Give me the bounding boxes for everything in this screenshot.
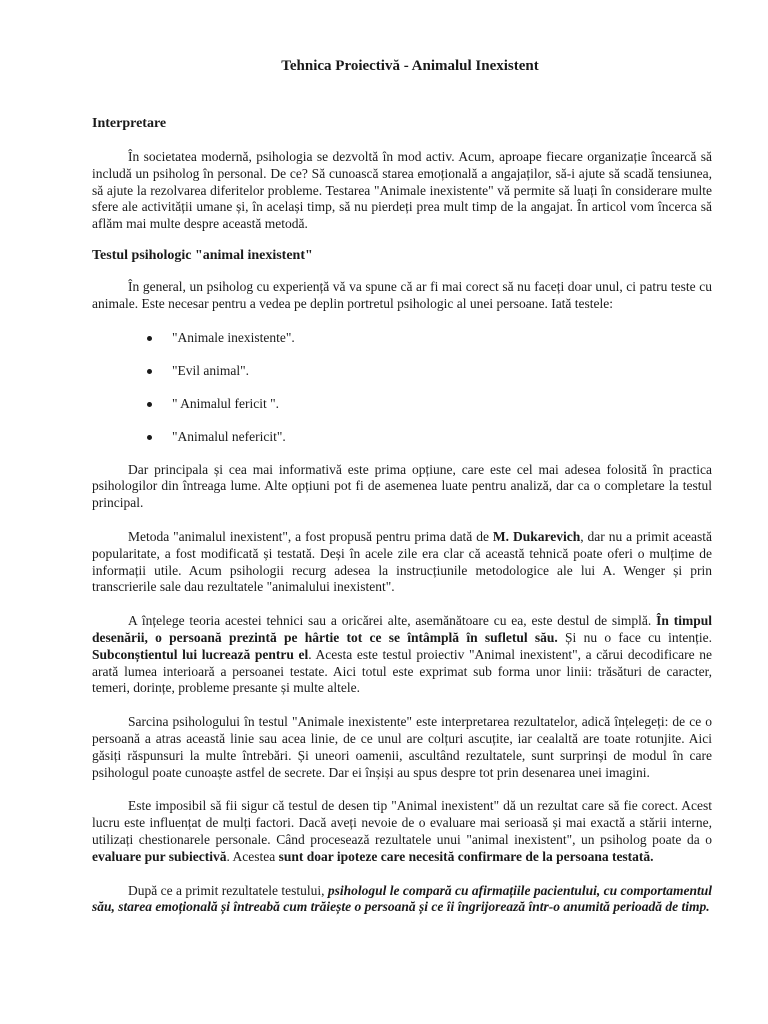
list-item [92, 396, 712, 413]
paragraph-reliability [92, 798, 712, 865]
emphasis-text: Subconștientul lui lucrează pentru el [92, 646, 309, 662]
list-item [92, 330, 712, 347]
paragraph-main-option: Dar principala și cea mai informativă este prima opțiune, care este cel mai adesea folosită în practica psihologilor din întreaga lume. Alte opțiuni pot fi de asemenea luate pentru analiză, dar ca o completare la testul principal. [92, 461, 712, 511]
text-run: . Acestea [226, 848, 279, 864]
paragraph-intro: În societatea modernă, psihologia se dezvoltă în mod activ. Acum, aproape fiecare organizație încearcă să includă un psiholog în personal. De ce? Să cunoască starea emoțională a angajaților, să-i ajute să scadă tensiunea, să ajute la rezolvarea diferitelor probleme. Testarea "Animale inexistente" vă permite să luați în considerare multe sfere ale activității umane și, în același timp, să nu pierdeți prea mult timp de la angajat. În articol vom încerca să aflăm mai multe despre această metodă. [92, 149, 712, 232]
text-run: A înțelege teoria acestei tehnici sau a oricărei alte, asemănătoare cu ea, este destul de simplă. [128, 613, 657, 629]
emphasis-text: În timpul desenării, o persoană prezintă pe hârtie tot ce se întâmplă în sufletul său. [92, 613, 712, 645]
paragraph-method-history [92, 529, 712, 596]
bullet-icon [147, 435, 152, 440]
list-item-text: " Animalul fericit ". [172, 395, 279, 411]
paragraph-theory [92, 613, 712, 697]
text-run: După ce a primit rezultatele testului, [128, 882, 328, 898]
paragraph-tests-intro: În general, un psiholog cu experiență vă va spune că ar fi mai corect să nu faceți doar unul, ci patru teste cu animale. Este necesar pentru a vedea pe deplin portretul psihologic al unei persoane. Iată testele: [92, 278, 712, 311]
emphasis-text: evaluare pur subiectivă [92, 848, 227, 864]
document-title: Tehnica Proiectivă - Animalul Inexistent [281, 58, 539, 74]
list-item-text: "Animale inexistente". [172, 329, 295, 345]
bullet-icon [147, 336, 152, 341]
list-item-text: "Animalul nefericit". [172, 428, 286, 444]
emphasis-text: psihologul le compară cu afirmațiile pacientului, cu comportamentul său, starea emoțională și întreabă cum trăiește o persoană și ce îi îngrijorează într-o anumită perioadă de timp. [92, 882, 712, 915]
bullet-icon [147, 402, 152, 407]
list-item [92, 429, 712, 446]
list-item [92, 363, 712, 380]
text-run: . Acesta este testul proiectiv "Animal inexistent", a cărui decodificare ne arată lumea interioară a persoanei testate. Aici totul este exprimat sub forma unor linii: trăsături de caracter, temeri, dorințe, probleme presante și multe altele. [92, 646, 712, 696]
tests-list [92, 330, 712, 446]
document-content [92, 57, 712, 916]
text-run: Metoda "animalul inexistent", a fost propusă pentru prima dată de [128, 528, 493, 544]
paragraph-after-results [92, 883, 712, 917]
list-item-text: "Evil animal". [172, 362, 250, 378]
text-run: , dar nu a primit această popularitate, a fost modificată și testată. Deși în acele zile era clar că această tehnică poate oferi o mulțime de informații utile. Acum psihologii recurg adesea la instrucțiunile metodologice ale lui A. Wenger și prin transcrierile sale dau rezultatele "animalului inexistent". [92, 528, 712, 595]
text-run: Este imposibil să fii sigur că testul de desen tip "Animal inexistent" dă un rezultat care să fie corect. Acest lucru este influențat de mulți factori. Dacă aveți nevoie de o evaluare mai serioasă și mai exactă a stării interne, utilizați chestionarele personale. Când procesează rezultatele unui "animal inexistent", un psiholog poate da o [92, 798, 712, 847]
paragraph-psychologist-task: Sarcina psihologului în testul "Animale inexistente" este interpretarea rezultatelor, adică înțelegeți: de ce o persoană a atras această linie sau acea linie, de ce unul are colțuri ascuțite, iar cealaltă are toate rotunjite. Aici găsiți răspunsuri la multe întrebări. Și uneori oamenii, ascultând rezultatele, sunt surprinși de modul în care psihologul poate cunoaște astfel de secrete. Dar ei înșiși au spus despre tot prin desenarea unei imagini. [92, 714, 712, 780]
text-run: Și nu o face cu intenție. [557, 629, 712, 645]
author-name: M. Dukarevich [492, 528, 581, 544]
section-heading-test: Testul psihologic "animal inexistent" [92, 247, 313, 263]
section-heading-interpretare: Interpretare [92, 116, 167, 131]
emphasis-text: sunt doar ipoteze care necesită confirmare de la persoana testată. [278, 848, 654, 864]
bullet-icon [147, 369, 152, 374]
